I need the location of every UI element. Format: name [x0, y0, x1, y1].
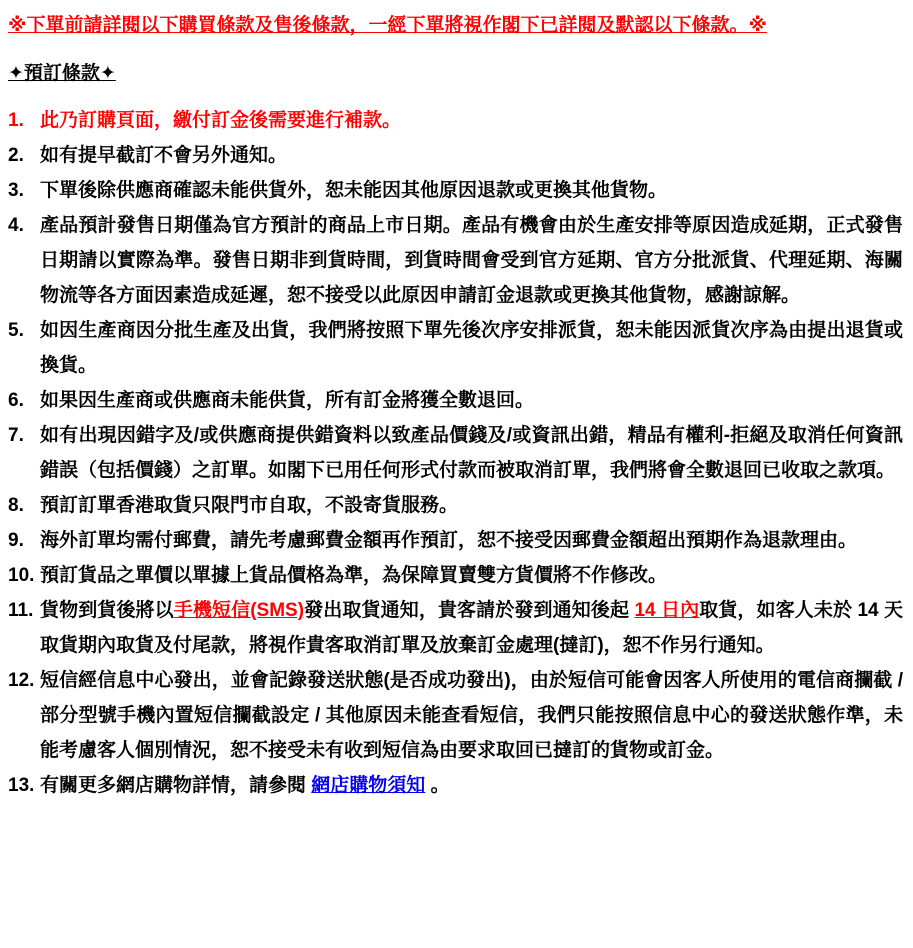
- term-number: 7.: [8, 425, 24, 446]
- term-text: 預訂貨品之單價以單據上貨品價格為準，為保障買賣雙方貨價將不作修改。: [40, 565, 668, 586]
- term-item: [8, 523, 903, 558]
- term-item: [8, 208, 903, 313]
- term-text: 產品預計發售日期僅為官方預計的商品上市日期。產品有機會由於生產安排等原因造成延期，正式發售日期請以實際為準。發售日期非到貨時間，到貨時間會受到官方延期、官方分批派貨、代理延期、海關物流等各方面因素造成延遲，恕不接受以此原因申請訂金退款或更換其他貨物，感謝諒解。: [40, 215, 903, 306]
- term-text: 貨物到貨後將以手機短信(SMS)發出取貨通知，貴客請於發到通知後起 14 日內取貨，如客人未於 14 天取貨期內取貨及付尾款，將視作貴客取消訂單及放棄訂金處理(撻訂)，恕不作另行通知。: [40, 600, 903, 656]
- term-number: 13.: [8, 775, 35, 796]
- term-item: [8, 173, 903, 208]
- term-item: [8, 418, 903, 488]
- notice-banner: ※下單前請詳閱以下購買條款及售後條款，一經下單將視作閣下已詳閱及默認以下條款。※: [8, 15, 767, 36]
- term-number: 1.: [8, 110, 24, 131]
- term-number: 10.: [8, 565, 35, 586]
- term-item: [8, 558, 903, 593]
- highlighted-text: 手機短信(SMS): [173, 600, 305, 621]
- term-item: [8, 313, 903, 383]
- term-text: 短信經信息中心發出，並會記錄發送狀態(是否成功發出)，由於短信可能會因客人所使用的電信商攔截 / 部分型號手機內置短信攔截設定 / 其他原因未能查看短信，我們只能按照信息中心的發送狀態作準，未能考慮客人個別情況，恕不接受未有收到短信為由要求取回已撻訂的貨物或訂金。: [40, 670, 903, 761]
- term-item: [8, 103, 903, 138]
- term-item: [8, 383, 903, 418]
- term-text: 如果因生產商或供應商未能供貨，所有訂金將獲全數退回。: [40, 390, 535, 411]
- term-text: 如有出現因錯字及/或供應商提供錯資料以致產品價錢及/或資訊出錯，精品有權利-拒絕及取消任何資訊錯誤（包括價錢）之訂單。如閣下已用任何形式付款而被取消訂單，我們將會全數退回已收取之款項。: [40, 425, 903, 481]
- term-item: [8, 768, 903, 803]
- term-number: 8.: [8, 495, 24, 516]
- term-number: 5.: [8, 320, 24, 341]
- term-text: 預訂訂單香港取貨只限門市自取，不設寄貨服務。: [40, 495, 459, 516]
- term-number: 2.: [8, 145, 24, 166]
- section-title: ✦預訂條款✦: [8, 63, 116, 84]
- highlighted-text: 14 日內: [634, 600, 700, 621]
- term-number: 4.: [8, 215, 24, 236]
- term-item: [8, 488, 903, 523]
- term-text: [40, 110, 401, 131]
- term-number: 11.: [8, 600, 34, 621]
- term-number: 12.: [8, 670, 35, 691]
- term-text: 下單後除供應商確認未能供貨外，恕未能因其他原因退款或更換其他貨物。: [40, 180, 668, 201]
- term-number: 6.: [8, 390, 24, 411]
- term-text: 如有提早截訂不會另外通知。: [40, 145, 288, 166]
- term-text: 有關更多網店購物詳情，請參閱 網店購物須知 。: [40, 775, 450, 796]
- term-number: 9.: [8, 530, 24, 551]
- term-text: 海外訂單均需付郵費，請先考慮郵費金額再作預訂，恕不接受因郵費金額超出預期作為退款理由。: [40, 530, 858, 551]
- red-text: 此乃訂購頁面，繳付訂金後需要進行補款。: [40, 110, 402, 131]
- link-shop-notice[interactable]: 網店購物須知: [311, 775, 426, 796]
- term-item: [8, 138, 903, 173]
- term-item: [8, 663, 903, 768]
- terms-list: [8, 103, 903, 803]
- term-text: 如因生產商因分批生產及出貨，我們將按照下單先後次序安排派貨，恕未能因派貨次序為由提出退貨或換貨。: [40, 320, 903, 376]
- term-number: 3.: [8, 180, 24, 201]
- term-item: [8, 593, 903, 663]
